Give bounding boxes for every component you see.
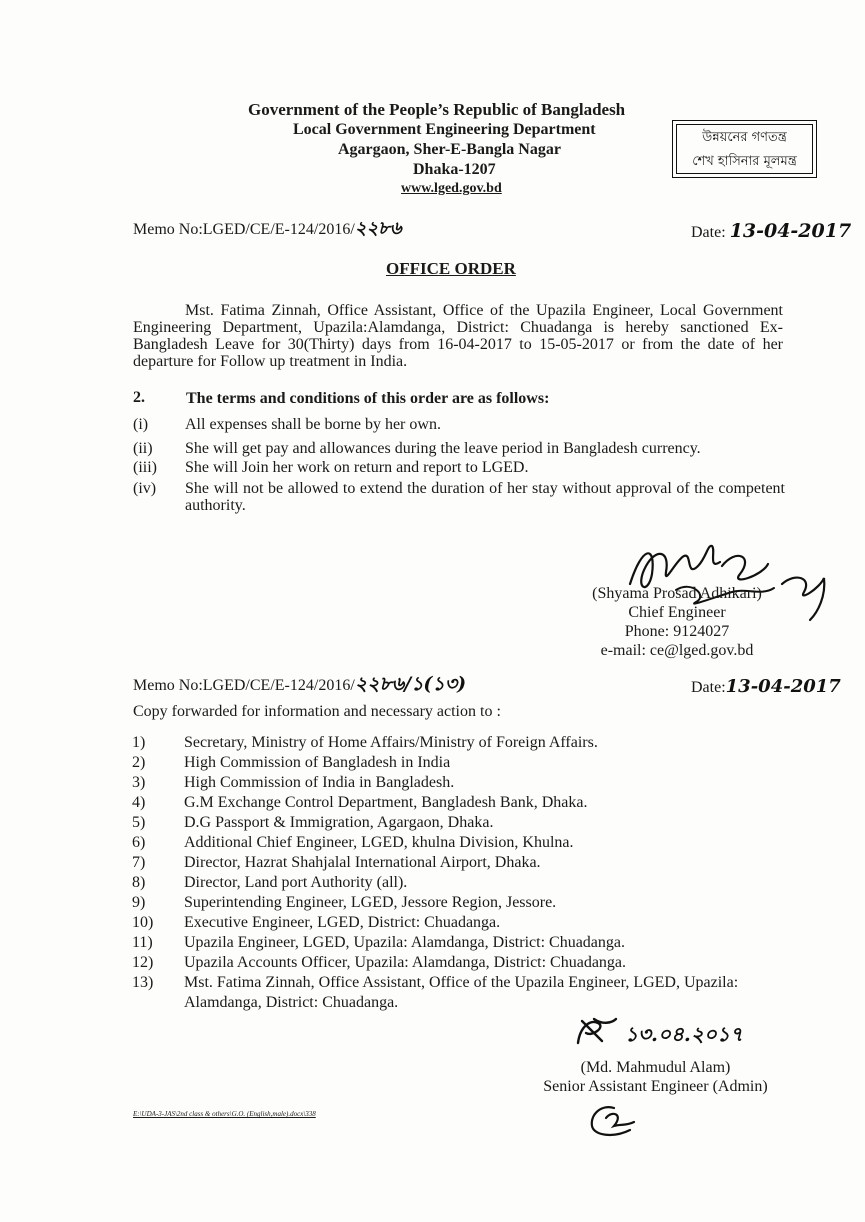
memo2-handwritten-number: ২২৮৬/১(১৩) bbox=[354, 673, 467, 695]
list-item-text: Director, Land port Authority (all). bbox=[184, 874, 408, 891]
memo2-date-label: Date: bbox=[691, 679, 726, 696]
list-item bbox=[132, 853, 752, 873]
list-item bbox=[132, 913, 752, 933]
memo-handwritten-number: ২২৮৬ bbox=[354, 218, 402, 239]
list-item-number: 13) bbox=[132, 974, 154, 991]
list-item bbox=[132, 793, 752, 813]
terms-list bbox=[133, 416, 793, 516]
memo2-date bbox=[691, 676, 841, 697]
header-line-city: Dhaka-1207 bbox=[413, 161, 496, 178]
list-item-number: 12) bbox=[132, 954, 154, 971]
list-item bbox=[132, 873, 752, 893]
list-item-text: She will get pay and allowances during the leave period in Bangladesh currency. bbox=[185, 440, 701, 457]
memo-date bbox=[691, 220, 851, 242]
signatory-block-2 bbox=[528, 1058, 783, 1096]
header-line-address: Agargaon, Sher-E-Bangla Nagar bbox=[338, 141, 561, 158]
list-item-text: Mst. Fatima Zinnah, Office Assistant, Office of the Upazila Engineer, LGED, Upazila: Alamdanga, District: Chuadanga. bbox=[184, 974, 739, 1011]
list-item-text: Director, Hazrat Shahjalal International Airport, Dhaka. bbox=[184, 854, 541, 871]
list-item-text: G.M Exchange Control Department, Bangladesh Bank, Dhaka. bbox=[184, 794, 588, 811]
terms-number: 2. bbox=[133, 389, 145, 406]
list-item-text: Superintending Engineer, LGED, Jessore Region, Jessore. bbox=[184, 894, 557, 911]
list-item bbox=[132, 933, 752, 953]
list-item-number: 9) bbox=[132, 894, 146, 911]
list-item bbox=[132, 893, 752, 913]
list-item bbox=[132, 733, 752, 753]
list-item bbox=[133, 440, 793, 457]
list-item-text: D.G Passport & Immigration, Agargaon, Dhaka. bbox=[184, 814, 494, 831]
list-item-number: 5) bbox=[132, 814, 146, 831]
memo2-number-line bbox=[133, 670, 466, 702]
list-item-number: 4) bbox=[132, 794, 146, 811]
list-item-text: Upazila Engineer, LGED, Upazila: Alamdanga, District: Chuadanga. bbox=[184, 934, 625, 951]
list-item-number: (iii) bbox=[133, 459, 157, 476]
list-item bbox=[132, 753, 752, 773]
signatory-2-name: (Md. Mahmudul Alam) bbox=[580, 1059, 731, 1076]
header-line-department: Local Government Engineering Department bbox=[293, 121, 596, 138]
list-item-number: 6) bbox=[132, 834, 146, 851]
list-item-number: 2) bbox=[132, 754, 146, 771]
list-item-number: 3) bbox=[132, 774, 146, 791]
list-item bbox=[132, 813, 752, 833]
list-item-number: 1) bbox=[132, 734, 146, 751]
list-item bbox=[132, 953, 752, 973]
signature-senior-assistant-engineer bbox=[572, 1013, 620, 1051]
motto-line-1: উন্নয়নের গণতন্ত্র bbox=[702, 130, 787, 145]
memo2-number-label: Memo No:LGED/CE/E-124/2016/ bbox=[133, 677, 355, 694]
memo-date-label: Date: bbox=[691, 224, 726, 241]
list-item-text: Executive Engineer, LGED, District: Chuadanga. bbox=[184, 914, 501, 931]
list-item bbox=[133, 459, 793, 476]
terms-heading: The terms and conditions of this order are as follows: bbox=[186, 390, 550, 407]
list-item-text: High Commission of Bangladesh in India bbox=[184, 754, 451, 771]
header-line-government: Government of the People’s Republic of Bangladesh bbox=[248, 100, 626, 119]
signatory-block-1 bbox=[582, 584, 772, 660]
list-item-text: She will Join her work on return and report to LGED. bbox=[185, 459, 529, 476]
list-item-number: (iv) bbox=[133, 480, 157, 497]
signature-2-date: ১৩.০৪.২০১৭ bbox=[625, 1022, 743, 1046]
list-item-number: 11) bbox=[132, 934, 153, 951]
list-item-number: (ii) bbox=[133, 440, 153, 457]
list-item bbox=[133, 480, 793, 514]
list-item bbox=[132, 833, 752, 853]
list-item bbox=[133, 416, 793, 433]
list-item-text: High Commission of India in Bangladesh. bbox=[184, 774, 455, 791]
list-item-number: 8) bbox=[132, 874, 146, 891]
signatory-email: e-mail: ce@lged.gov.bd bbox=[600, 642, 754, 659]
signatory-2-title: Senior Assistant Engineer (Admin) bbox=[543, 1078, 768, 1095]
list-item-number: 10) bbox=[132, 914, 154, 931]
list-item-text: Secretary, Ministry of Home Affairs/Ministry of Foreign Affairs. bbox=[184, 734, 598, 751]
order-body-paragraph: Mst. Fatima Zinnah, Office Assistant, Office of the Upazila Engineer, Local Government Engineering Department, Upazila:Alamdanga, District: Chuadanga is hereby sanctioned Ex-Bangladesh Leave for 30(Thirty) days from 16-04-2017 to 15-05-2017 or from the date of her departure for Follow up treatment in India. bbox=[133, 302, 783, 370]
memo-number-line bbox=[133, 214, 402, 245]
list-item-text: All expenses shall be borne by her own. bbox=[185, 416, 441, 433]
motto-line-2: শেখ হাসিনার মূলমন্ত্র bbox=[692, 154, 797, 169]
list-item-number: (i) bbox=[133, 416, 149, 433]
forward-intro: Copy forwarded for information and necessary action to : bbox=[133, 703, 501, 720]
memo2-date-value: 13-04-2017 bbox=[725, 676, 841, 697]
page-title: OFFICE ORDER bbox=[386, 259, 516, 278]
list-item bbox=[132, 773, 752, 793]
memo-number-label: Memo No:LGED/CE/E-124/2016/ bbox=[133, 221, 355, 238]
signatory-phone: Phone: 9124027 bbox=[624, 623, 730, 640]
footer-file-path: E:\UDA-3-JAS\2nd class & others\G.O. (English,male).docx\338 bbox=[133, 1110, 316, 1118]
signatory-title: Chief Engineer bbox=[628, 604, 726, 621]
list-item-text: Additional Chief Engineer, LGED, khulna Division, Khulna. bbox=[184, 834, 574, 851]
list-item bbox=[132, 973, 752, 1013]
motto-box bbox=[672, 120, 817, 178]
recipients-list bbox=[132, 733, 752, 1013]
header-website: www.lged.gov.bd bbox=[401, 181, 502, 196]
initial-mark bbox=[584, 1100, 640, 1140]
signatory-name: (Shyama Prosad Adhikari) bbox=[592, 585, 762, 602]
list-item-text: Upazila Accounts Officer, Upazila: Alamdanga, District: Chuadanga. bbox=[184, 954, 627, 971]
memo-date-value: 13-04-2017 bbox=[729, 220, 852, 242]
list-item-number: 7) bbox=[132, 854, 146, 871]
list-item-text: She will not be allowed to extend the duration of her stay without approval of the competent authority. bbox=[185, 480, 785, 514]
